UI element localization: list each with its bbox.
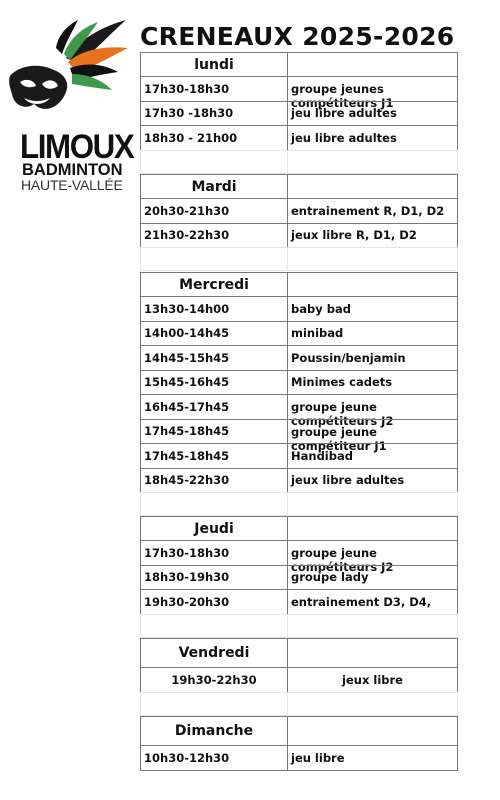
spacer-row <box>287 492 458 516</box>
day-header-blank <box>287 174 458 199</box>
time-cell: 16h45-17h45 <box>140 394 288 420</box>
mask-feather-icon <box>8 18 130 118</box>
time-cell: 17h30 -18h30 <box>140 101 288 127</box>
time-cell: 18h45-22h30 <box>140 468 288 494</box>
activity-cell: jeu libre <box>287 745 458 771</box>
time-cell: 20h30-21h30 <box>140 198 288 224</box>
brand-name: LIMOUX <box>20 128 134 166</box>
day-header-blank <box>287 638 458 668</box>
activity-cell: groupe lady <box>287 565 458 591</box>
activity-cell: Minimes cadets <box>287 370 458 396</box>
spacer-row <box>287 692 458 716</box>
day-header-blank <box>287 516 458 541</box>
time-cell: 19h30-20h30 <box>140 589 288 615</box>
time-cell: 21h30-22h30 <box>140 223 288 249</box>
activity-cell: jeux libre <box>287 667 458 693</box>
day-header-blank <box>287 52 458 77</box>
brand-region: HAUTE-VALLÉE <box>21 177 123 193</box>
time-cell: 18h30 - 21h00 <box>140 125 288 151</box>
activity-cell: jeux libre adultes <box>287 468 458 494</box>
time-cell: 14h00-14h45 <box>140 321 288 347</box>
time-cell: 18h30-19h30 <box>140 565 288 591</box>
day-header: Mardi <box>140 174 288 199</box>
activity-cell: jeu libre adultes <box>287 101 458 127</box>
activity-cell: Poussin/benjamin <box>287 345 458 371</box>
activity-cell: groupe jeune compétiteurs J2 <box>287 540 458 566</box>
time-cell: 13h30-14h00 <box>140 296 288 322</box>
activity-cell: groupe jeunes compétiteurs J1 <box>287 76 458 102</box>
club-logo <box>8 18 134 193</box>
activity-cell: entrainement R, D1, D2 <box>287 198 458 224</box>
spacer-row <box>140 692 288 716</box>
page-title: CRENEAUX 2025-2026 <box>140 22 455 51</box>
time-cell: 17h45-18h45 <box>140 443 288 469</box>
time-cell: 10h30-12h30 <box>140 745 288 771</box>
day-header: Vendredi <box>140 638 288 668</box>
spacer-row <box>140 492 288 516</box>
activity-cell: Handibad <box>287 443 458 469</box>
spacer-row <box>140 150 288 174</box>
day-header: Dimanche <box>140 716 288 746</box>
day-header: lundi <box>140 52 288 77</box>
spacer-row <box>287 614 458 638</box>
day-header: Jeudi <box>140 516 288 541</box>
day-header-blank <box>287 716 458 746</box>
activity-cell: groupe jeune compétiteurs J2 <box>287 394 458 420</box>
spacer-row <box>287 150 458 174</box>
time-cell: 14h45-15h45 <box>140 345 288 371</box>
time-cell: 15h45-16h45 <box>140 370 288 396</box>
activity-cell: groupe jeune compétiteur J1 <box>287 419 458 445</box>
activity-cell: jeu libre adultes <box>287 125 458 151</box>
day-header-blank <box>287 272 458 297</box>
activity-cell: entrainement D3, D4, <box>287 589 458 615</box>
time-cell: 19h30-22h30 <box>140 667 288 693</box>
activity-cell: minibad <box>287 321 458 347</box>
time-cell: 17h30-18h30 <box>140 540 288 566</box>
day-header: Mercredi <box>140 272 288 297</box>
spacer-row <box>140 614 288 638</box>
activity-cell: jeux libre R, D1, D2 <box>287 223 458 249</box>
spacer-row <box>287 247 458 271</box>
spacer-row <box>140 247 288 271</box>
brand-sport: BADMINTON <box>22 161 123 179</box>
time-cell: 17h45-18h45 <box>140 419 288 445</box>
activity-cell: baby bad <box>287 296 458 322</box>
time-cell: 17h30-18h30 <box>140 76 288 102</box>
